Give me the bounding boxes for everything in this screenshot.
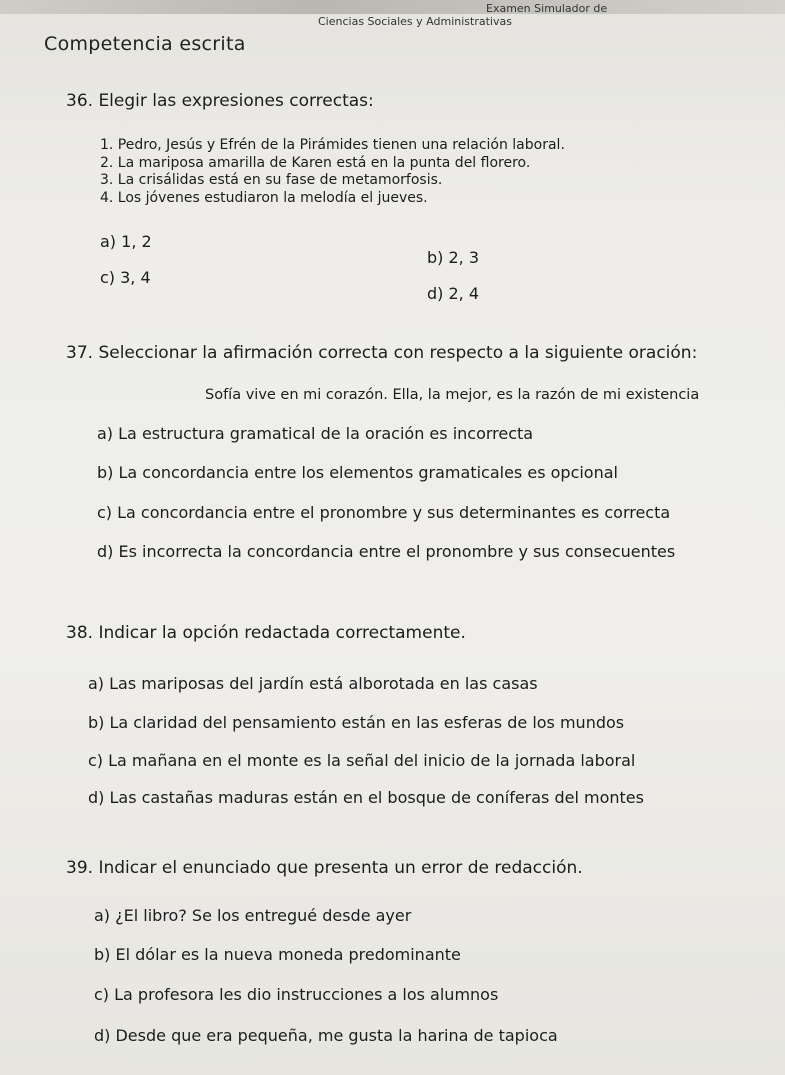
section-title: Competencia escrita <box>44 33 246 55</box>
exam-header-line1: Examen Simulador de <box>486 2 608 15</box>
q36-statement-2: 2. La mariposa amarilla de Karen está en la punta del florero. <box>100 155 531 171</box>
q36-option-b[interactable]: b) 2, 3 <box>427 248 480 267</box>
q38-option-d[interactable]: d) Las castañas maduras están en el bosque de coníferas del montes <box>88 788 644 807</box>
q36-option-d[interactable]: d) 2, 4 <box>427 284 480 303</box>
q39-option-c[interactable]: c) La profesora les dio instrucciones a los alumnos <box>94 985 499 1004</box>
q36-statement-3: 3. La crisálidas está en su fase de metamorfosis. <box>100 172 443 188</box>
q36-statement-1: 1. Pedro, Jesús y Efrén de la Pirámides tienen una relación laboral. <box>100 137 565 153</box>
question-38-title: 38. Indicar la opción redactada correctamente. <box>66 623 466 643</box>
q37-quote: Sofía vive en mi corazón. Ella, la mejor, es la razón de mi existencia <box>205 387 700 403</box>
q39-option-a[interactable]: a) ¿El libro? Se los entregué desde ayer <box>94 906 412 925</box>
q38-option-c[interactable]: c) La mañana en el monte es la señal del inicio de la jornada laboral <box>88 751 636 770</box>
q36-option-c[interactable]: c) 3, 4 <box>100 268 151 287</box>
q38-option-a[interactable]: a) Las mariposas del jardín está alborotada en las casas <box>88 674 538 693</box>
question-37-title: 37. Seleccionar la afirmación correcta con respecto a la siguiente oración: <box>66 343 698 363</box>
top-background-strip <box>0 0 785 14</box>
q37-option-b[interactable]: b) La concordancia entre los elementos gramaticales es opcional <box>97 463 618 482</box>
q37-option-a[interactable]: a) La estructura gramatical de la oración es incorrecta <box>97 424 534 443</box>
q36-option-a[interactable]: a) 1, 2 <box>100 232 152 251</box>
q39-option-d[interactable]: d) Desde que era pequeña, me gusta la harina de tapioca <box>94 1026 558 1045</box>
q38-option-b[interactable]: b) La claridad del pensamiento están en las esferas de los mundos <box>88 713 625 732</box>
q37-option-d[interactable]: d) Es incorrecta la concordancia entre el pronombre y sus consecuentes <box>97 542 676 561</box>
question-39-title: 39. Indicar el enunciado que presenta un error de redacción. <box>66 858 583 878</box>
q37-option-c[interactable]: c) La concordancia entre el pronombre y sus determinantes es correcta <box>97 503 671 522</box>
q36-statement-4: 4. Los jóvenes estudiaron la melodía el jueves. <box>100 190 428 206</box>
exam-header-line2: Ciencias Sociales y Administrativas <box>318 15 512 28</box>
question-36-title: 36. Elegir las expresiones correctas: <box>66 91 374 111</box>
q39-option-b[interactable]: b) El dólar es la nueva moneda predominante <box>94 945 461 964</box>
